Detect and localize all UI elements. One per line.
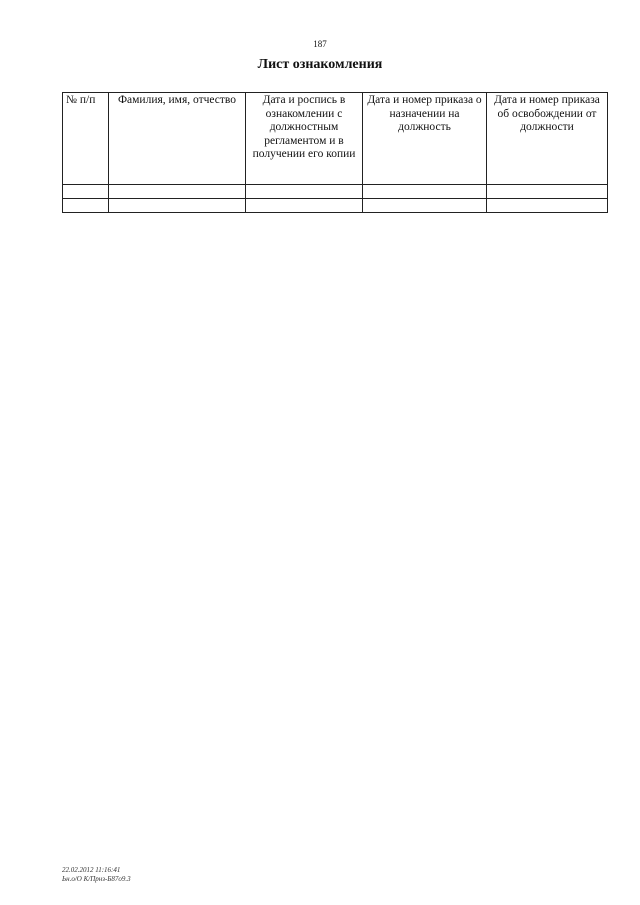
- header-full-name: Фамилия, имя, отчество: [109, 93, 246, 185]
- acknowledgement-table: [62, 92, 608, 213]
- footer-timestamp: 22.02.2012 11:16:41: [62, 866, 121, 874]
- header-number: № п/п: [63, 93, 109, 185]
- document-title: Лист ознакомления: [257, 57, 383, 72]
- table-cell: [487, 199, 608, 213]
- table-header-row: [63, 93, 608, 185]
- table-cell: [363, 199, 487, 213]
- footer-stamp: [62, 866, 131, 884]
- header-dismissal-order: Дата и номер приказа об освобождении от должности: [487, 93, 608, 185]
- table-row: [63, 199, 608, 213]
- table-cell: [246, 199, 363, 213]
- header-signature-date: Дата и роспись в ознакомлении с должностным регламентом и в получении его копии: [246, 93, 363, 185]
- table-cell: [363, 185, 487, 199]
- table-cell: [63, 185, 109, 199]
- table-cell: [109, 199, 246, 213]
- table-cell: [63, 199, 109, 213]
- table-row: [63, 185, 608, 199]
- footer-file-reference: Ьн.о/О К/Прнз-Б87о9.3: [62, 875, 131, 883]
- table-cell: [246, 185, 363, 199]
- header-appointment-order: Дата и номер приказа о назначении на должность: [363, 93, 487, 185]
- table-cell: [109, 185, 246, 199]
- page-number: 187: [313, 39, 327, 49]
- table-cell: [487, 185, 608, 199]
